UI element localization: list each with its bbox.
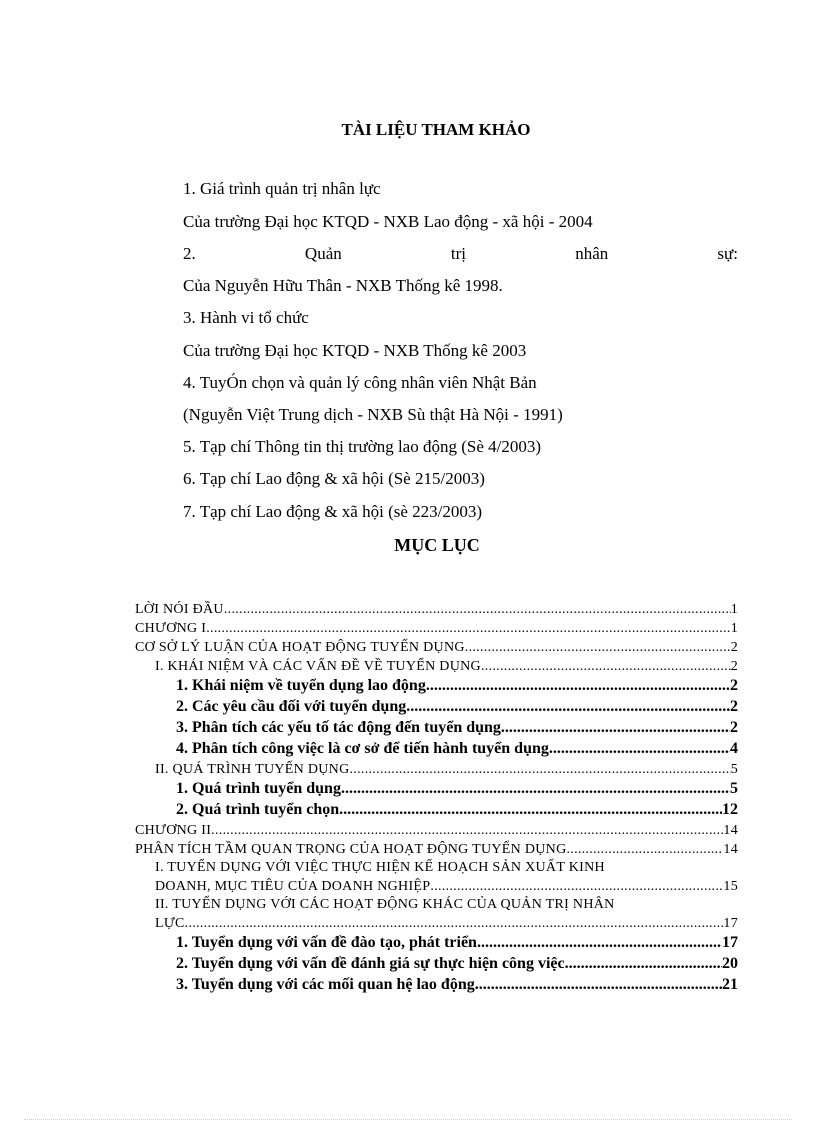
toc-entry[interactable] (155, 659, 738, 675)
toc-page-number: 1 (730, 621, 738, 636)
toc-leader (341, 780, 730, 798)
toc-leader (465, 640, 731, 656)
toc-entry-label: CHƯƠNG I (135, 621, 207, 636)
reference-line: Của trường Đại học KTQD - NXB Lao động - xã hội - 2004 (183, 212, 593, 231)
toc-page-number: 20 (722, 955, 738, 972)
reference-word: nhân (575, 244, 609, 263)
toc-leader (549, 740, 730, 758)
toc-entry[interactable] (176, 698, 738, 716)
toc-entry-label: 4. Phân tích công việc là cơ sở để tiến hành tuyển dụng (176, 740, 549, 757)
toc-leader (343, 801, 722, 819)
reference-line-justified (183, 244, 738, 264)
toc-entry-label: I. KHÁI NIỆM VÀ CÁC VẤN ĐỀ VỀ TUYỂN DỤNG. (155, 659, 485, 674)
toc-leader (350, 762, 731, 778)
toc-entry[interactable] (176, 677, 738, 695)
toc-leader (410, 698, 730, 716)
toc-entry-label: 2. Các yêu cầu đối với tuyển dụng. (176, 698, 411, 715)
toc-entry-label: 3. Phân tích các yếu tố tác động đến tuyển dụng. (176, 719, 505, 736)
reference-line: Của Nguyễn Hữu Thân - NXB Thống kê 1998. (183, 276, 503, 295)
toc-leader (211, 823, 723, 839)
toc-page-number: 2 (730, 677, 738, 694)
toc-leader (224, 602, 731, 618)
toc-entry[interactable] (176, 955, 738, 973)
toc-entry-label: 3. Tuyển dụng với các mối quan hệ lao động (176, 976, 475, 993)
toc-leader (485, 659, 731, 675)
toc-page-number: 1 (730, 602, 738, 617)
toc-leader (206, 621, 730, 637)
toc-entry[interactable] (135, 621, 738, 637)
toc-entry[interactable] (176, 801, 738, 819)
toc-entry-label: II. QUÁ TRÌNH TUYỂN DỤNG (155, 762, 350, 777)
reference-line: 6. Tạp chí Lao động & xã hội (Sè 215/2003) (183, 469, 485, 488)
references-title: TÀI LIỆU THAM KHẢO (341, 120, 531, 139)
toc-entry-label: LỜI NÓI ĐẦU (135, 602, 224, 617)
toc-entry[interactable] (176, 719, 738, 737)
toc-entry-label: II. TUYỂN DỤNG VỚI CÁC HOẠT ĐỘNG KHÁC CỦA QUẢN TRỊ NHÂN (155, 897, 615, 912)
toc-entry-label: PHÂN TÍCH TẦM QUAN TRỌNG CỦA HOẠT ĐỘNG TUYỂN DỤNG. (135, 842, 571, 857)
toc-entry[interactable] (135, 842, 738, 858)
reference-word: sự: (717, 244, 738, 263)
toc-leader (505, 719, 730, 737)
toc-page-number: 4 (730, 740, 738, 757)
toc-leader (481, 934, 722, 952)
reference-line: 5. Tạp chí Thông tin thị trường lao động (Sè 4/2003) (183, 437, 542, 456)
reference-line: (Nguyễn Việt Trung dịch - NXB Sù thật Hà Nội - 1991) (183, 405, 563, 424)
toc-page-number: 2 (730, 698, 738, 715)
reference-word: 2. (183, 244, 196, 263)
toc-page-number: 17 (722, 934, 738, 951)
toc-page-number: 14 (723, 823, 738, 838)
reference-word: Quản (304, 244, 342, 263)
reference-line: 7. Tạp chí Lao động & xã hội (sè 223/2003) (183, 502, 483, 521)
toc-page-number: 12 (722, 801, 738, 818)
toc-leader (565, 955, 722, 973)
toc-title: MỤC LỤC (394, 535, 480, 555)
toc-entry-label-continued: LỰC. (155, 916, 189, 931)
toc-entry[interactable] (135, 823, 738, 839)
toc-entry[interactable] (135, 640, 738, 656)
page-bottom-rule (24, 1119, 792, 1120)
toc-leader (188, 916, 723, 932)
toc-entry[interactable] (155, 916, 738, 932)
toc-entry[interactable] (176, 780, 738, 798)
toc-entry-label: CƠ SỞ LÝ LUẬN CỦA HOẠT ĐỘNG TUYỂN DỤNG (135, 640, 465, 655)
toc-leader (475, 976, 722, 994)
reference-line: 1. Giá trình quản trị nhân lực (183, 179, 381, 198)
toc-page-number: 21 (722, 976, 738, 993)
toc-entry-label: 1. Quá trình tuyển dụng (176, 780, 341, 797)
toc-page-number: 2 (730, 640, 738, 655)
toc-entry[interactable] (176, 934, 738, 952)
toc-leader (430, 879, 723, 895)
toc-entry-label: CHƯƠNG II (135, 823, 212, 838)
toc-entry[interactable] (135, 602, 738, 618)
toc-entry-label: 2. Quá trình tuyển chọn. (176, 801, 344, 818)
reference-word: trị (450, 244, 467, 263)
toc-page-number: 5 (730, 762, 738, 777)
reference-line: Của trường Đại học KTQD - NXB Thống kê 2003 (183, 341, 527, 360)
toc-leader (570, 842, 723, 858)
toc-entry-label: 1. Khái niệm về tuyển dụng lao động. (176, 677, 430, 694)
reference-line: 4. TuyÓn chọn và quản lý công nhân viên Nhật Bản (183, 373, 537, 392)
toc-page-number: 17 (723, 916, 738, 931)
toc-entry-label-continued: DOANH, MỤC TIÊU CỦA DOANH NGHIỆP (155, 879, 431, 894)
toc-entry[interactable] (176, 740, 738, 758)
toc-leader (430, 677, 730, 695)
toc-entry-label: I. TUYỂN DỤNG VỚI VIỆC THỰC HIỆN KẾ HOẠCH SẢN XUẤT KINH (155, 860, 605, 875)
toc-page-number: 2 (730, 659, 738, 674)
toc-page-number: 5 (730, 780, 738, 797)
toc-page-number: 2 (730, 719, 738, 736)
toc-page-number: 14 (723, 842, 738, 857)
toc-entry-label: 2. Tuyển dụng với vấn đề đánh giá sự thực hiện công việc (176, 955, 565, 972)
toc-entry[interactable] (155, 879, 738, 895)
reference-line: 3. Hành vi tổ chức (183, 308, 309, 327)
toc-entry[interactable] (155, 762, 738, 778)
toc-entry-label: 1. Tuyển dụng với vấn đề đào tạo, phát triển. (176, 934, 481, 951)
toc-page-number: 15 (723, 879, 738, 894)
toc-entry[interactable] (176, 976, 738, 994)
